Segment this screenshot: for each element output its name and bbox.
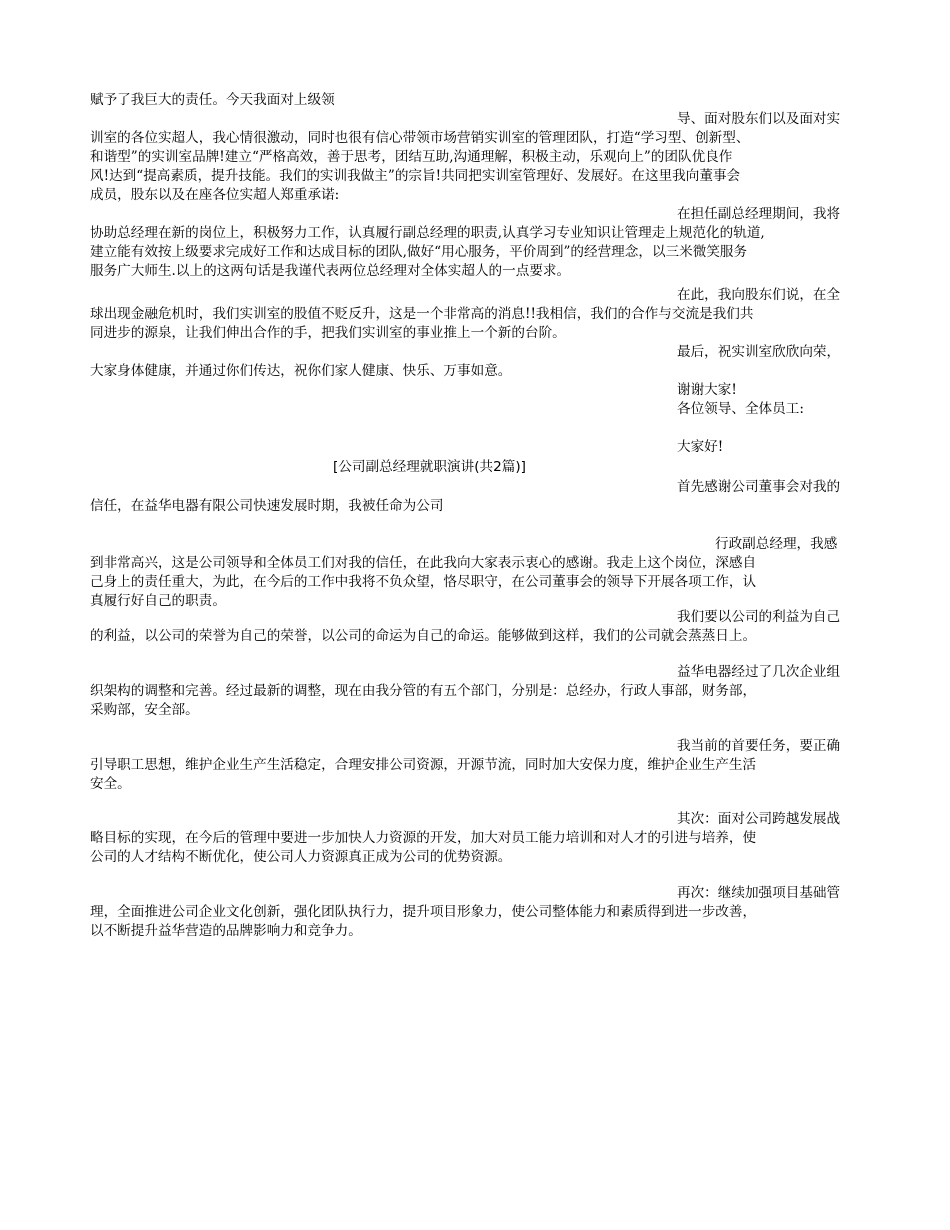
text-line: 谢谢大家!	[677, 382, 737, 398]
text-line: 公司的人才结构不断优化，使公司人力资源真正成为公司的优势资源。	[90, 849, 512, 865]
text-line: 在此，我向股东们说，在全	[677, 287, 841, 303]
text-line: 大家身体健康，并通过你们传达，祝你们家人健康、快乐、万事如意。	[90, 363, 512, 379]
text-line: 的利益，以公司的荣誉为自己的荣誉，以公司的命运为自己的命运。能够做到这样，我们的公司就会蒸蒸日上。	[90, 628, 757, 644]
text-line: 真履行好自己的职责。	[90, 593, 226, 609]
text-line: 理，全面推进公司企业文化创新，强化团队执行力，提升项目形象力，使公司整体能力和素质得到进一步改善，	[90, 904, 757, 920]
text-line: 到非常高兴，这是公司领导和全体员工们对我的信任，在此我向大家表示衷心的感谢。我走上这个岗位，深感自	[90, 555, 757, 571]
text-line: 益华电器经过了几次企业组	[677, 664, 841, 680]
text-line: 协助总经理在新的岗位上，积极努力工作，认真履行副总经理的职责,认真学习专业知识让管理走上规范化的轨道,	[90, 225, 765, 241]
text-line: 成员，股东以及在座各位实超人郑重承诺:	[90, 187, 340, 203]
text-line: 首先感谢公司董事会对我的	[677, 479, 841, 495]
text-line: 各位领导、全体员工:	[677, 401, 804, 417]
text-line: 以不断提升益华营造的品牌影响力和竞争力。	[90, 923, 362, 939]
text-line: 己身上的责任重大，为此，在今后的工作中我将不负众望，恪尽职守，在公司董事会的领导下开展各项工作，认	[90, 574, 757, 590]
text-line: 采购部，安全部。	[90, 702, 199, 718]
text-line: 再次：继续加强项目基础管	[677, 885, 841, 901]
text-line: 引导职工思想，维护企业生产生活稳定，合理安排公司资源，开源节流，同时加大安保力度，维护企业生产生活	[90, 757, 757, 773]
text-line: 建立能有效按上级要求完成好工作和达成目标的团队,做好“用心服务，平价周到”的经营理念，以三米微笑服务	[90, 244, 748, 260]
text-line: 和谐型”的实训室品牌!建立“严格高效，善于思考，团结互助,沟通理解，积极主动，乐观向上”的团队优良作	[90, 149, 733, 165]
text-line: 其次：面对公司跨越发展战	[677, 811, 841, 827]
text-line: 服务广大师生.以上的这两句话是我谨代表两位总经理对全体实超人的一点要求。	[90, 263, 571, 279]
text-line: 风!达到“提高素质，提升技能。我们的实训我做主”的宗旨!共同把实训室管理好、发展好。在这里我向董事会	[90, 168, 741, 184]
text-line: 我们要以公司的利益为自己	[677, 609, 841, 625]
text-line: 导、面对股东们以及面对实	[677, 111, 841, 127]
text-line: 安全。	[90, 776, 131, 792]
text-line: 我当前的首要任务，要正确	[677, 738, 841, 754]
section-title: [公司副总经理就职演讲(共2篇)]	[333, 459, 526, 475]
text-line: 行政副总经理，我感	[715, 536, 838, 552]
text-line: 球出现金融危机时，我们实训室的股值不贬反升，这是一个非常高的消息!!我相信，我们的合作与交流是我们共	[90, 306, 754, 322]
text-line: 信任，在益华电器有限公司快速发展时期，我被任命为公司	[90, 498, 444, 514]
text-line: 织架构的调整和完善。经过最新的调整，现在由我分管的有五个部门，分别是：总经办，行政人事部，财务部，	[90, 683, 757, 699]
text-line: 最后，祝实训室欣欣向荣，	[677, 344, 841, 360]
text-line: 训室的各位实超人，我心情很激动，同时也很有信心带领市场营销实训室的管理团队，打造“学习型、创新型、	[90, 130, 750, 146]
text-line: 在担任副总经理期间，我将	[677, 206, 841, 222]
text-line: 大家好!	[677, 439, 724, 455]
text-line: 赋予了我巨大的责任。今天我面对上级领	[90, 92, 335, 108]
text-line: 同进步的源泉，让我们伸出合作的手，把我们实训室的事业推上一个新的台阶。	[90, 325, 566, 341]
text-line: 略目标的实现，在今后的管理中要进一步加快人力资源的开发，加大对员工能力培训和对人才的引进与培养，使	[90, 830, 757, 846]
